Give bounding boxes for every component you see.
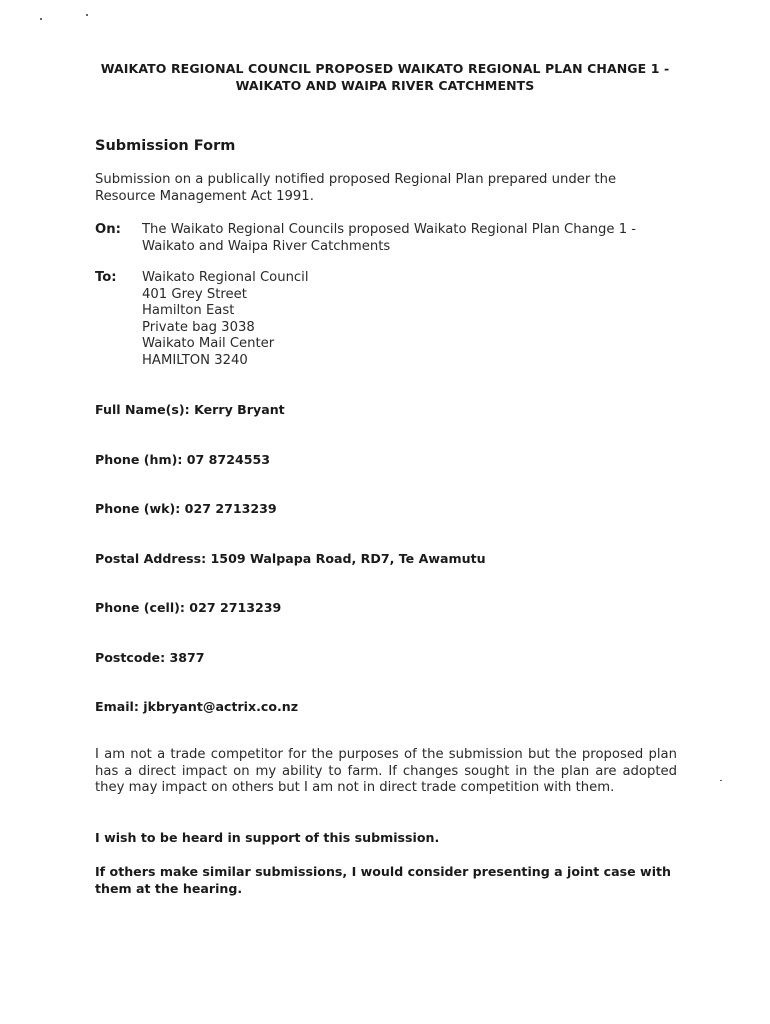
intro-line-1: Submission on a publically notified proposed Regional Plan prepared under the [95,172,617,187]
intro-text [95,171,685,205]
phone-wk-field: Phone (wk): 027 2713239 [95,501,277,516]
on-line-2: Waikato and Waipa River Catchments [142,238,391,254]
joint-case-statement: If others make similar submissions, I would consider presenting a joint case with them at the hearing. [95,864,671,896]
to-line-3: Hamilton East [142,303,235,318]
to-row [95,270,705,370]
on-row [95,222,705,256]
to-line-2: 401 Grey Street [142,286,247,302]
to-line-4: Private bag 3038 [142,319,255,335]
to-address [142,270,702,369]
intro-line-2: Resource Management Act 1991. [95,189,314,204]
document-title [60,60,710,94]
on-value [142,222,702,255]
to-line-6: HAMILTON 3240 [142,352,248,368]
postcode-field: Postcode: 3877 [95,650,205,665]
title-line-1: WAIKATO REGIONAL COUNCIL PROPOSED WAIKATO REGIONAL PLAN CHANGE 1 - [100,61,670,76]
scan-speck [40,18,42,20]
heard-statement: I wish to be heard in support of this submission. [95,830,440,845]
trade-competitor-statement: I am not a trade competitor for the purposes of the submission but the proposed plan has a direct impact on my ability to farm. If changes sought in the plan are adopted they may impact on others but I am not in direct trade competition with them. [95,747,677,796]
postal-address-field: Postal Address: 1509 Walpapa Road, RD7, Te Awamutu [95,551,486,566]
on-label: On: [95,222,121,237]
form-heading: Submission Form [95,138,236,154]
phone-hm-field: Phone (hm): 07 8724553 [95,452,271,467]
title-line-2: WAIKATO AND WAIPA RIVER CATCHMENTS [235,78,535,93]
to-line-5: Waikato Mail Center [142,336,275,351]
to-line-1: Waikato Regional Council [142,270,309,285]
on-line-1: The Waikato Regional Councils proposed Waikato Regional Plan Change 1 - [142,222,637,237]
to-label: To: [95,270,117,285]
scan-speck [720,780,722,781]
scan-speck [86,14,88,16]
email-field: Email: jkbryant@actrix.co.nz [95,699,299,714]
phone-cell-field: Phone (cell): 027 2713239 [95,600,282,615]
full-name-field: Full Name(s): Kerry Bryant [95,402,285,417]
